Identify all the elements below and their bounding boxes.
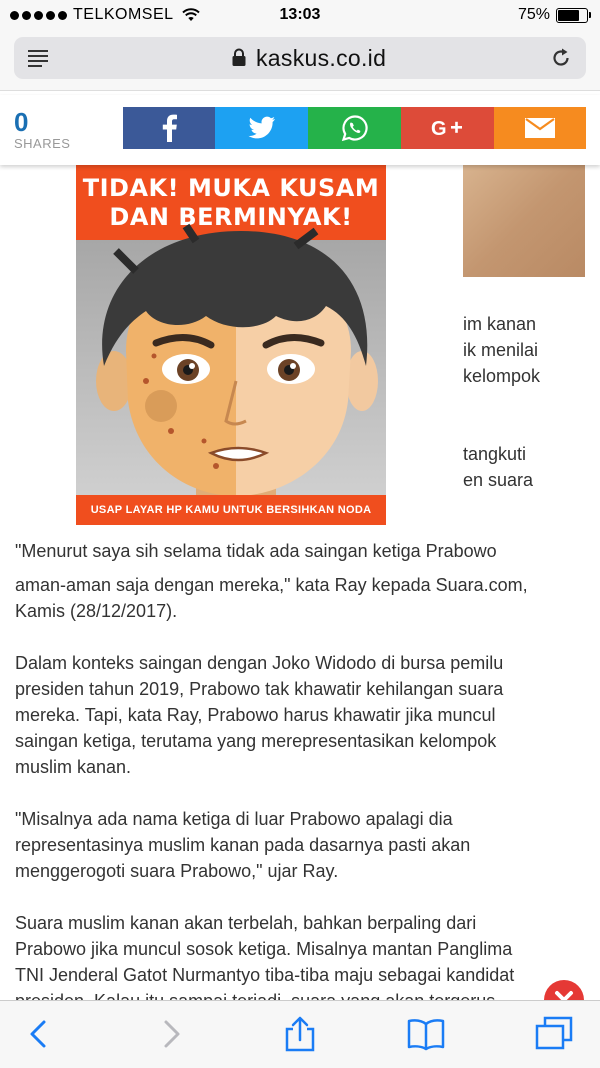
article-line: Prabowo jika muncul sosok ketiga. Misalnya mantan Panglima <box>15 939 513 959</box>
twitter-share-button[interactable] <box>215 107 308 149</box>
clock: 13:03 <box>279 6 321 23</box>
article-line: representasinya muslim kanan pada dasarnya pasti akan <box>15 835 471 855</box>
article-line: saingan ketiga, terutama yang merepresentasikan kelompok <box>15 731 497 751</box>
reader-view-icon[interactable] <box>28 49 48 67</box>
article-line: muslim kanan. <box>15 757 132 777</box>
google-plus-share-button[interactable] <box>401 107 494 149</box>
ad-headline-line: DAN BERMINYAK! <box>109 203 353 231</box>
back-icon[interactable] <box>22 1016 62 1052</box>
article-line: TNI Jenderal Gatot Nurmantyo tiba-tiba maju sebagai kandidat <box>15 965 515 985</box>
article-line: presiden tahun 2019, Prabowo tak khawatir kehilangan suara <box>15 679 504 699</box>
battery-icon <box>556 8 588 23</box>
reload-icon[interactable] <box>550 47 572 69</box>
article-line: "Menurut saya sih selama tidak ada saingan ketiga Prabowo <box>15 541 497 561</box>
ad-headline <box>76 165 386 240</box>
tabs-icon[interactable] <box>534 1016 574 1052</box>
article-line: "Misalnya ada nama ketiga di luar Prabowo apalagi dia <box>15 809 453 829</box>
facebook-share-button[interactable] <box>123 107 215 149</box>
share-buttons <box>123 107 586 149</box>
svg-text:G: G <box>430 118 447 140</box>
advertisement-banner[interactable] <box>76 165 386 525</box>
email-icon <box>525 118 555 138</box>
article-line: Kamis (28/12/2017). <box>15 601 178 621</box>
google-plus-icon <box>431 117 465 139</box>
email-share-button[interactable] <box>494 107 586 149</box>
facebook-icon <box>160 114 178 142</box>
article-paragraph <box>15 910 590 1014</box>
whatsapp-share-button[interactable] <box>308 107 401 149</box>
forward-icon[interactable] <box>148 1016 188 1052</box>
battery-percent: 75% <box>517 6 550 23</box>
url-text[interactable]: kaskus.co.id <box>256 45 387 71</box>
article-content <box>0 165 600 1000</box>
ad-headline-line: TIDAK! MUKA KUSAM <box>82 174 380 202</box>
share-count: 0 <box>14 107 29 137</box>
article-line: menggerogoti suara Prabowo," ujar Ray. <box>15 861 339 881</box>
battery-status <box>518 6 588 24</box>
article-paragraph <box>15 806 590 884</box>
share-count-label: SHARES <box>14 136 71 151</box>
article-line: Suara muslim kanan akan terbelah, bahkan berpaling dari <box>15 913 477 933</box>
browser-toolbar <box>0 1000 600 1068</box>
article-line: aman-aman saja dengan mereka," kata Ray kepada Suara.com, <box>15 575 528 595</box>
carrier-name: TELKOMSEL <box>73 6 174 23</box>
article-text-fragment: tangkuti <box>463 444 527 464</box>
address-bar[interactable] <box>14 37 586 79</box>
article-line: Dalam konteks saingan dengan Joko Widodo di bursa pemilu <box>15 653 504 673</box>
article-text-fragment: im kanan <box>463 314 537 334</box>
article-paragraph <box>15 572 590 624</box>
share-icon[interactable] <box>280 1016 320 1052</box>
status-bar <box>0 0 600 30</box>
ad-footer-text: USAP LAYAR HP KAMU UNTUK BERSIHKAN NODA <box>76 495 386 525</box>
share-bar <box>0 95 600 165</box>
bookmarks-icon[interactable] <box>406 1016 446 1052</box>
ad-face-illustration <box>76 231 386 499</box>
whatsapp-icon <box>341 114 369 142</box>
browser-header <box>0 30 600 91</box>
article-text-fragment: kelompok <box>463 366 541 386</box>
article-paragraph <box>15 650 590 780</box>
article-line: mereka. Tapi, kata Ray, Prabowo harus khawatir jika muncul <box>15 705 496 725</box>
article-partial-line <box>15 541 590 565</box>
article-photo[interactable] <box>463 165 585 277</box>
article-text-fragment: ik menilai <box>463 340 539 360</box>
twitter-icon <box>248 116 276 140</box>
lock-icon <box>232 49 246 66</box>
article-text-fragment: en suara <box>463 470 534 490</box>
